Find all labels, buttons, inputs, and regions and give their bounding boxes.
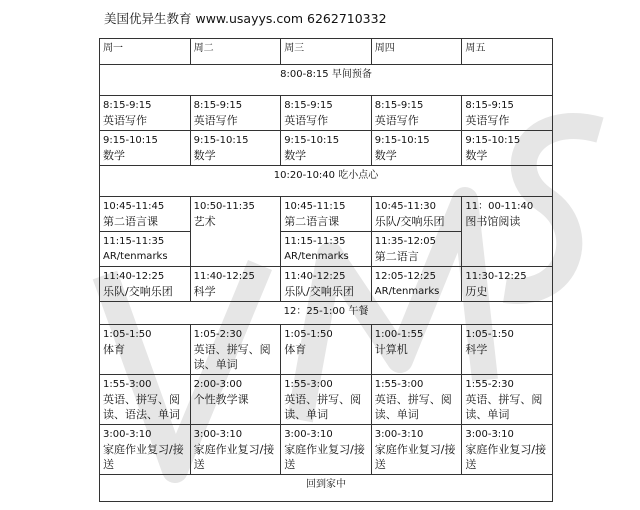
cell-time: 9:15-10:15 <box>374 135 430 146</box>
cell-activity: 科学 <box>193 285 216 298</box>
cell-time: 2:00-3:00 <box>193 379 243 390</box>
schedule-cell <box>281 131 372 166</box>
cell-time: 9:15-10:15 <box>284 135 340 146</box>
schedule-cell <box>190 325 281 375</box>
cell-time: 3:00-3:10 <box>374 429 424 440</box>
schedule-cell <box>462 96 553 131</box>
cell-activity: 英语、拼写、阅读、单词 <box>465 393 543 421</box>
schedule-cell <box>462 425 553 475</box>
schedule-cell <box>190 425 281 475</box>
full-row-cell: 10:20-10:40 吃小点心 <box>100 166 553 197</box>
schedule-cell <box>371 325 462 375</box>
cell-time: 1:55-3:00 <box>103 379 152 390</box>
schedule-row-home <box>100 475 553 502</box>
day-monday: 周一 <box>100 39 191 65</box>
cell-time: 11:40-12:25 <box>103 271 165 282</box>
cell-time: 11:40-12:25 <box>193 271 255 282</box>
schedule-cell <box>281 232 372 267</box>
cell-time: 8:15-9:15 <box>193 100 243 111</box>
cell-activity: 科学 <box>465 343 488 356</box>
cell-time: 8:15-9:15 <box>284 100 333 111</box>
schedule-cell <box>371 131 462 166</box>
schedule-cell <box>100 375 191 425</box>
cell-activity: 英语写作 <box>465 114 510 127</box>
cell-activity: 家庭作业复习/接送 <box>284 443 365 471</box>
page-header: 美国优异生教育 www.usayys.com 6262710332 <box>104 11 387 26</box>
cell-activity: 乐队/交响乐团 <box>374 215 445 228</box>
full-row-cell: 12：25-1:00 午餐 <box>100 302 553 325</box>
day-header-row <box>100 39 553 65</box>
cell-time: 9:15-10:15 <box>465 135 521 146</box>
cell-activity: 第二语言课 <box>103 215 158 228</box>
cell-activity: 家庭作业复习/接送 <box>465 443 547 471</box>
cell-time: 1:55-3:00 <box>374 379 424 390</box>
cell-time: 12:05-12:25 <box>374 271 437 282</box>
cell-activity: 英语写作 <box>284 114 329 127</box>
cell-time: 10:45-11:15 <box>284 201 346 212</box>
schedule-cell <box>281 325 372 375</box>
cell-activity: 体育 <box>284 343 307 356</box>
schedule-cell <box>371 425 462 475</box>
schedule-cell <box>371 96 462 131</box>
schedule-cell <box>100 325 191 375</box>
cell-time: 3:00-3:10 <box>103 429 152 440</box>
schedule-cell <box>281 197 372 232</box>
cell-activity: AR/tenmarks <box>284 251 349 262</box>
full-row-cell: 8:00-8:15 早间预备 <box>100 65 553 96</box>
schedule-cell <box>100 267 191 302</box>
cell-activity: 第二语言课 <box>284 215 340 228</box>
cell-time: 8:15-9:15 <box>103 100 152 111</box>
schedule-cell <box>100 131 191 166</box>
schedule-row-early-afternoon <box>100 325 553 375</box>
day-tuesday: 周二 <box>190 39 281 65</box>
cell-time: 1:05-1:50 <box>103 329 152 340</box>
full-row-cell: 回到家中 <box>100 475 553 502</box>
schedule-cell <box>371 232 462 267</box>
cell-time: 3:00-3:10 <box>465 429 514 440</box>
cell-activity: 家庭作业复习/接送 <box>193 443 275 471</box>
schedule-cell <box>100 96 191 131</box>
cell-activity: AR/tenmarks <box>374 286 440 297</box>
schedule-cell <box>462 325 553 375</box>
cell-activity: 英语、拼写、阅读、单词 <box>374 393 452 421</box>
cell-activity: 英语、拼写、阅读、单词 <box>284 393 362 421</box>
schedule-cell <box>281 375 372 425</box>
schedule-row-lunch <box>100 302 553 325</box>
cell-time: 3:00-3:10 <box>284 429 333 440</box>
cell-time: 8:15-9:15 <box>374 100 424 111</box>
schedule-cell <box>371 267 462 302</box>
schedule-row-snack <box>100 166 553 197</box>
cell-activity: 第二语言 <box>374 250 419 263</box>
schedule-row-before-lunch <box>100 267 553 302</box>
cell-time: 1:05-2:30 <box>193 329 243 340</box>
cell-time: 9:15-10:15 <box>193 135 249 146</box>
cell-time: 8:15-9:15 <box>465 100 514 111</box>
cell-activity: 数学 <box>103 149 125 162</box>
day-wednesday: 周三 <box>281 39 372 65</box>
cell-activity: 英语、拼写、阅读、单词 <box>193 343 271 371</box>
schedule-cell <box>190 375 281 425</box>
cell-activity: 数学 <box>465 149 488 162</box>
cell-time: 1:55-3:00 <box>284 379 333 390</box>
schedule-cell <box>190 131 281 166</box>
schedule-table <box>99 38 553 502</box>
cell-activity: 历史 <box>465 285 488 298</box>
schedule-cell <box>462 375 553 425</box>
schedule-cell <box>281 425 372 475</box>
cell-activity: 英语写作 <box>193 114 238 127</box>
cell-activity: 家庭作业复习/接送 <box>374 443 456 471</box>
schedule-row-afternoon <box>100 375 553 425</box>
cell-activity: 英语写作 <box>374 114 419 127</box>
schedule-row-late-morning-a <box>100 197 553 232</box>
cell-activity: AR/tenmarks <box>103 251 168 262</box>
cell-time: 11:30-12:25 <box>465 271 527 282</box>
day-thursday: 周四 <box>371 39 462 65</box>
schedule-cell <box>462 267 553 302</box>
cell-activity: 艺术 <box>193 215 216 228</box>
schedule-cell <box>190 96 281 131</box>
schedule-row-homework <box>100 425 553 475</box>
schedule-cell <box>281 267 372 302</box>
cell-activity: 体育 <box>103 343 125 356</box>
cell-activity: 个性教学课 <box>193 393 249 406</box>
cell-activity: 数学 <box>374 149 397 162</box>
cell-time: 10:45-11:30 <box>374 201 437 212</box>
cell-time: 10:45-11:45 <box>103 201 165 212</box>
cell-time: 1:55-2:30 <box>465 379 514 390</box>
cell-activity: 数学 <box>284 149 307 162</box>
cell-activity: 乐队/交响乐团 <box>103 285 173 298</box>
schedule-cell <box>462 197 553 267</box>
schedule-cell <box>462 131 553 166</box>
schedule-row-morning-prep <box>100 65 553 96</box>
cell-time: 10:50-11:35 <box>193 201 255 212</box>
schedule-cell <box>100 232 191 267</box>
schedule-cell <box>281 96 372 131</box>
cell-activity: 乐队/交响乐团 <box>284 285 354 298</box>
cell-time: 1:05-1:50 <box>465 329 514 340</box>
schedule-cell <box>190 197 281 267</box>
schedule-cell <box>100 197 191 232</box>
schedule-cell <box>190 267 281 302</box>
cell-activity: 数学 <box>193 149 216 162</box>
schedule-row-math <box>100 131 553 166</box>
schedule-cell <box>371 375 462 425</box>
schedule-row-writing <box>100 96 553 131</box>
cell-time: 11:40-12:25 <box>284 271 346 282</box>
cell-activity: 英语写作 <box>103 114 147 127</box>
cell-activity: 家庭作业复习/接送 <box>103 443 184 471</box>
cell-time: 11:15-11:35 <box>103 236 165 247</box>
cell-time: 11：00-11:40 <box>465 201 534 212</box>
cell-activity: 计算机 <box>374 343 408 356</box>
schedule-cell <box>371 197 462 232</box>
cell-time: 1:05-1:50 <box>284 329 333 340</box>
cell-time: 1:00-1:55 <box>374 329 424 340</box>
cell-time: 11:35-12:05 <box>374 236 437 247</box>
schedule-cell <box>100 425 191 475</box>
cell-time: 11:15-11:35 <box>284 236 346 247</box>
cell-time: 9:15-10:15 <box>103 135 158 146</box>
cell-time: 3:00-3:10 <box>193 429 243 440</box>
day-friday: 周五 <box>462 39 553 65</box>
cell-activity: 图书馆阅读 <box>465 215 521 228</box>
cell-activity: 英语、拼写、阅读、语法、单词 <box>103 393 180 421</box>
